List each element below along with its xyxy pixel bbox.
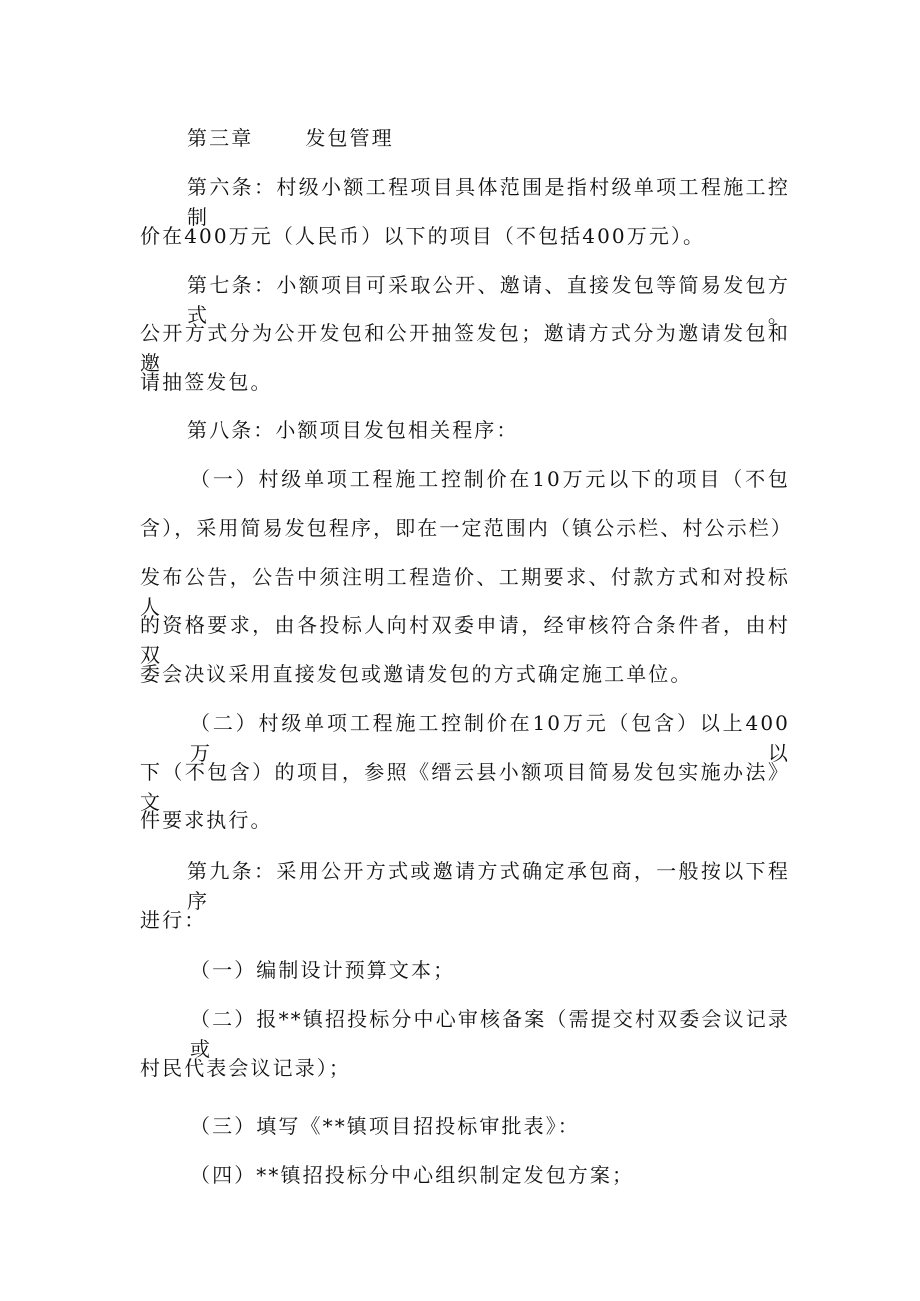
text-line: 发布公告，公告中须注明工程造价、工期要求、付款方式和对投标人 <box>140 565 790 619</box>
chapter-title: 发包管理 <box>305 126 394 150</box>
text-line: （一）村级单项工程施工控制价在10万元以下的项目（不包 <box>190 467 790 491</box>
text-line: 第九条：采用公开方式或邀请方式确定承包商，一般按以下程序 <box>187 859 790 913</box>
text-line: 公开方式分为公开发包和公开抽签发包；邀请方式分为邀请发包和邀 <box>140 321 790 375</box>
text-line: 村民代表会议记录）； <box>140 1056 351 1080</box>
text-line: 价在400万元（人民币）以下的项目（不包括400万元）。 <box>140 224 706 248</box>
text-line: （二）村级单项工程施工控制价在10万元（包含）以上400万以 <box>190 711 790 765</box>
text-line: 下（不包含）的项目，参照《缙云县小额项目简易发包实施办法》文 <box>140 760 790 814</box>
text-line: 第七条：小额项目可采取公开、邀请、直接发包等简易发包方式。 <box>187 273 790 327</box>
chapter-number: 第三章 <box>187 126 254 150</box>
text-line: 第六条：村级小额工程项目具体范围是指村级单项工程施工控制 <box>187 175 790 229</box>
text-line: 请抽签发包。 <box>140 370 273 394</box>
text-line: 委会决议采用直接发包或邀请发包的方式确定施工单位。 <box>140 662 693 686</box>
text-line: （三）填写《**镇项目招投标审批表》： <box>190 1114 580 1138</box>
chapter-heading <box>187 123 790 153</box>
text-line: 的资格要求，由各投标人向村双委申请，经审核符合条件者，由村双 <box>140 613 790 667</box>
text-line: 第八条：小额项目发包相关程序： <box>187 418 519 442</box>
text-line: （一）编制设计预算文本； <box>190 958 456 982</box>
text-line: 件要求执行。 <box>140 808 273 832</box>
text-line: （四）**镇招投标分中心组织制定发包方案； <box>190 1163 635 1187</box>
text-line: 含），采用简易发包程序，即在一定范围内（镇公示栏、村公示栏） <box>140 516 793 540</box>
text-line: （二）报**镇招投标分中心审核备案（需提交村双委会议记录或 <box>190 1007 790 1061</box>
text-line: 进行： <box>140 908 207 932</box>
